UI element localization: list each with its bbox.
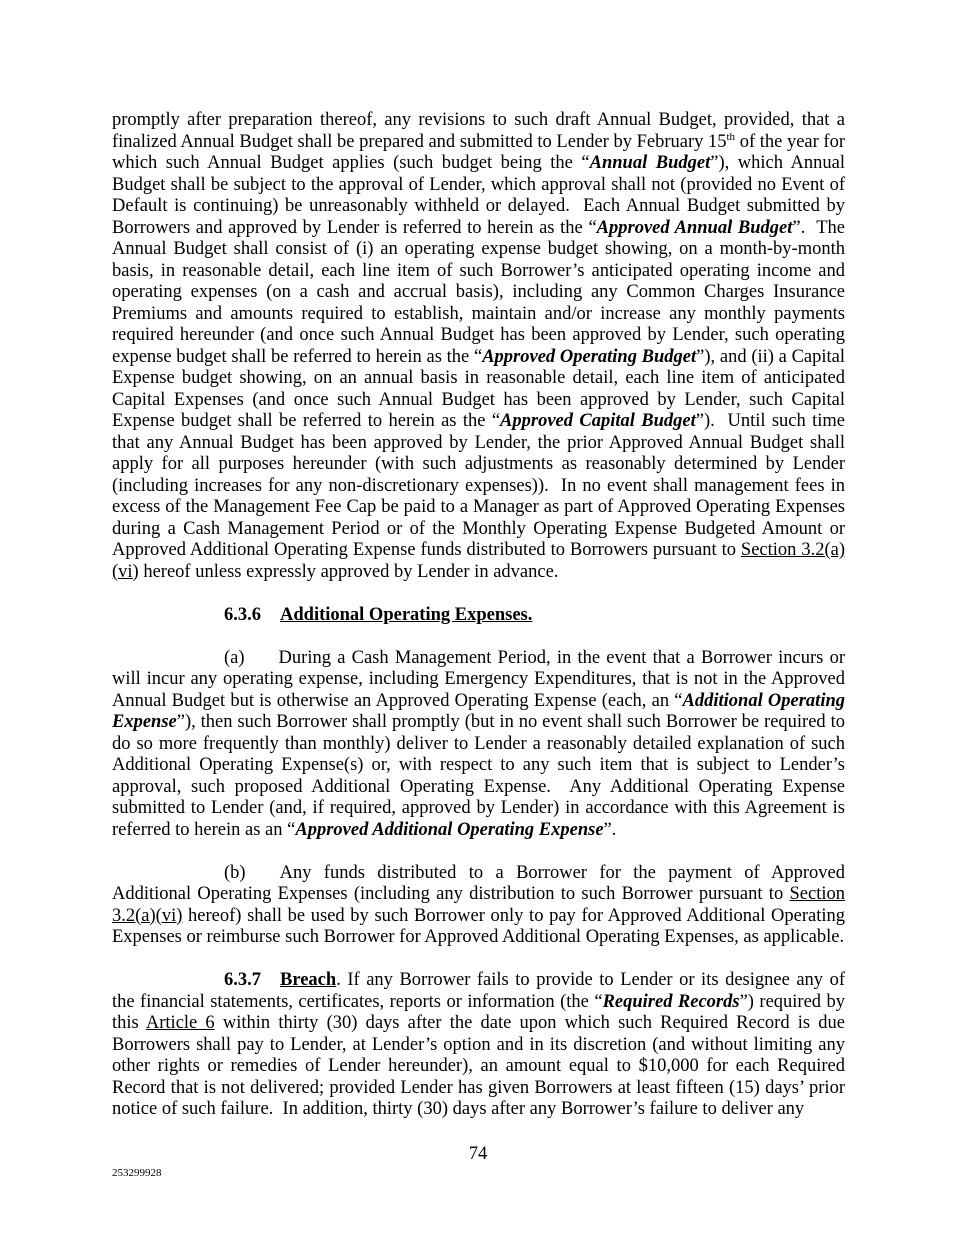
para-6-3-7-breach	[112, 970, 845, 1121]
text-run-bu: Additional Operating Expenses.	[280, 604, 533, 625]
text-run-t: ”) required by this	[112, 991, 845, 1033]
para-6-3-6-a	[112, 648, 845, 842]
text-run-bi: Approved Operating Budget	[482, 346, 697, 367]
text-run-t: ”), which Annual Budget shall be subject to the approval of Lender, which approval shall not (provided no Event of Default is continuing) be unreasonably withheld or delayed. Each Annual Budget submitted by Borrowers and approved by Lender is referred to herein as the “	[112, 153, 845, 238]
text-run-b: 6.3.7	[224, 970, 261, 990]
para-annual-budget-continuation	[112, 110, 845, 583]
text-run-sup: th	[726, 130, 736, 143]
text-run-t: within thirty (30) days after the date upon which such Required Record is due Borrowers shall pay to Lender, at Lender’s option and in its discretion (and without limiting any other rights or remedies of Lender hereunder), an amount equal to $10,000 for each Required Record that is not delivered; provided Lender has given Borrowers at least fifteen (15) days’ prior notice of such failure. In addition, thirty (30) days after any Borrower’s failure to deliver any	[112, 1013, 845, 1119]
text-run-u: Article 6	[145, 1013, 215, 1033]
text-run-u: Section 3.2(a)(vi)	[112, 540, 846, 582]
doc-id-number: 253299928	[112, 1167, 162, 1179]
text-run-t: of the year for which such Annual Budget applies (such budget being the “	[112, 131, 845, 173]
text-run-t: ”), then such Borrower shall promptly (but in no event shall such Borrower be required to do so more frequently than monthly) deliver to Lender a reasonably detailed explanation of such Additional Operating Expense(s) or, with respect to any such item that is subject to Lender’s approval, such proposed Additional Operating Expense. Any Additional Operating Expense submitted to Lender (and, if required, approved by Lender) in accordance with this Agreement is referred to herein as an “	[112, 712, 845, 840]
text-run-t: (a)	[224, 647, 245, 668]
page-number: 74	[468, 1144, 488, 1164]
text-run-b: 6.3.6	[224, 604, 261, 625]
text-run-t: (b)	[224, 862, 246, 883]
text-run-t: ”). Until such time that any Annual Budget has been approved by Lender, the prior Approved Annual Budget shall apply for all purposes hereunder (with such adjustments as reasonably determined by Lender (including increases for any non-discretionary expenses)). In no event shall management fees in excess of the Management Fee Cap be paid to a Manager as part of Approved Operating Expenses during a Cash Management Period or of the Monthly Operating Expense Budgeted Amount or Approved Additional Operating Expense funds distributed to Borrowers pursuant to	[112, 411, 845, 560]
text-run-bi: Approved Additional Operating Expense	[295, 819, 604, 840]
text-run-bi: Approved Capital Budget	[500, 411, 696, 431]
text-run-t: ”. The Annual Budget shall consist of (i) an operating expense budget showing, on a month-by-month basis, in reasonable detail, each line item of such Borrower’s anticipated operating income and operating expenses (on a cash and accrual basis), including any Common Charges Insurance Premiums and amounts required to establish, maintain and/or increase any monthly payments required hereunder (and once such Annual Budget has been approved by Lender, such operating expense budget shall be referred to herein as the “	[112, 217, 845, 367]
text-run-t: promptly after preparation thereof, any revisions to such draft Annual Budget, provided, that a finalized Annual Budget shall be prepared and submitted to Lender by February 15	[112, 110, 845, 152]
page-body	[112, 110, 845, 1121]
text-run-t: During a Cash Management Period, in the event that a Borrower incurs or will incur any operating expense, including Emergency Expenditures, that is not in the Approved Annual Budget but is otherwise an Approved Operating Expense (each, an “	[112, 647, 845, 711]
text-run-t: Any funds distributed to a Borrower for the payment of Approved Additional Operating Expenses (including any distribution to such Borrower pursuant to	[112, 862, 845, 904]
text-run-bi: Approved Annual Budget	[596, 217, 793, 238]
text-run-t: . If any Borrower fails to provide to Lender or its designee any of the financial statements, certificates, reports or information (the “	[112, 970, 845, 1012]
text-run-bi: Additional Operating Expense	[112, 690, 846, 732]
text-run-u: Section 3.2(a)(vi)	[112, 884, 845, 926]
text-run-bi: Required Records	[602, 991, 740, 1012]
text-run-bu: Breach	[280, 970, 337, 990]
text-run-t: hereof) shall be used by such Borrower only to pay for Approved Additional Operating Expenses or reimburse such Borrower for Approved Additional Operating Expenses, as applicable.	[112, 905, 845, 947]
text-run-t: ”.	[603, 819, 617, 840]
text-run-bi: Annual Budget	[589, 153, 711, 173]
heading-6-3-6-additional-operating-expenses	[112, 605, 845, 627]
para-6-3-6-b	[112, 863, 845, 949]
text-run-t: hereof unless expressly approved by Lender in advance.	[138, 561, 559, 582]
text-run-t: ”), and (ii) a Capital Expense budget showing, on an annual basis in reasonable detail, each line item of anticipated Capital Expenses (and once such Annual Budget has been approved by Lender, such Capital Expense budget shall be referred to herein as the “	[112, 346, 846, 431]
